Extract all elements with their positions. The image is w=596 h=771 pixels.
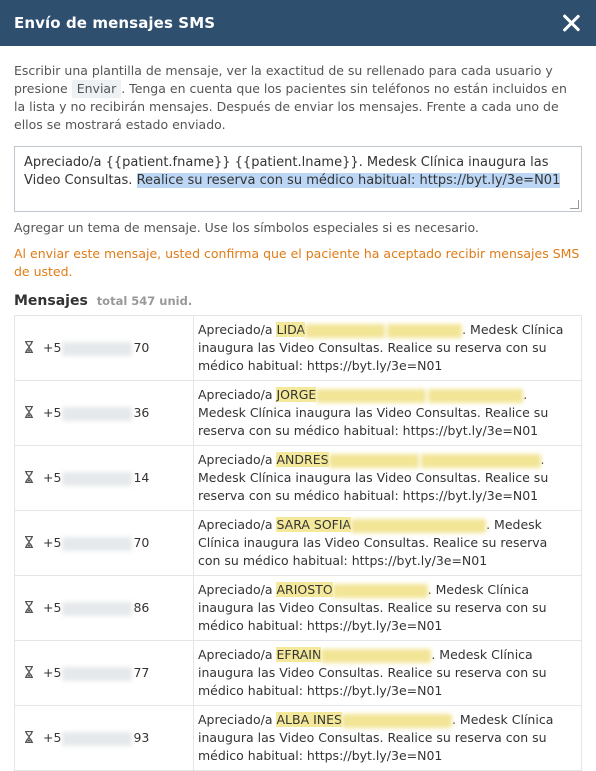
dialog-header bbox=[0, 0, 596, 46]
name-redacted bbox=[342, 714, 452, 728]
status-cell bbox=[15, 381, 44, 446]
phone-cell bbox=[43, 576, 194, 641]
table-row bbox=[15, 576, 582, 641]
message-cell bbox=[194, 381, 582, 446]
consent-warning: Al enviar este mensaje, usted confirma que el paciente ha aceptado recibir mensajes SMS de usted. bbox=[14, 246, 580, 279]
phone-redacted bbox=[62, 732, 132, 746]
messages-total: total 547 unid. bbox=[96, 294, 193, 308]
phone-redacted bbox=[62, 407, 132, 421]
phone-redacted bbox=[62, 472, 132, 486]
intro-text bbox=[14, 62, 582, 134]
phone-cell bbox=[43, 446, 194, 511]
patient-name: ARIOSTO bbox=[276, 582, 333, 597]
hourglass-icon bbox=[24, 731, 34, 743]
message-cell bbox=[194, 706, 582, 771]
messages-table bbox=[14, 315, 582, 771]
phone-redacted bbox=[62, 602, 132, 616]
phone-start: +5 bbox=[43, 535, 62, 551]
template-selected-text: Realice su reserva con su médico habitual: https://byt.ly/3e=N01 bbox=[136, 173, 561, 188]
table-row bbox=[15, 381, 582, 446]
resize-handle[interactable] bbox=[570, 200, 579, 209]
hourglass-icon bbox=[24, 341, 34, 353]
close-icon[interactable] bbox=[560, 12, 582, 34]
message-suffix: . Medesk Clínica inaugura las Video Consultas. Realice su reserva con su médico habitual: https://byt.ly/3e=N01 bbox=[198, 322, 564, 373]
phone-end: 70 bbox=[133, 340, 150, 356]
message-cell bbox=[194, 316, 582, 381]
message-prefix: Apreciado/a bbox=[198, 647, 273, 662]
patient-name: SARA SOFIA bbox=[276, 517, 352, 532]
status-cell bbox=[15, 706, 44, 771]
status-cell bbox=[15, 511, 44, 576]
status-cell bbox=[15, 576, 44, 641]
template-hint: Agregar un tema de mensaje. Use los símbolos especiales si es necesario. bbox=[14, 220, 479, 235]
phone-redacted bbox=[62, 667, 132, 681]
table-row bbox=[15, 511, 582, 576]
phone-end: 86 bbox=[133, 600, 150, 616]
phone-end: 14 bbox=[133, 470, 150, 486]
name-redacted bbox=[333, 584, 428, 598]
intro-part1: Escribir una plantilla de mensaje, ver la exactitud de su rellenado para cada usuario y presione bbox=[14, 63, 553, 96]
message-suffix: . Medesk Clínica inaugura las Video Consultas. Realice su reserva con su médico habitual: https://byt.ly/3e=N01 bbox=[198, 387, 549, 438]
message-suffix: . Medesk Clínica inaugura las Video Consultas. Realice su reserva con su médico habitual: https://byt.ly/3e=N01 bbox=[198, 517, 548, 568]
phone-end: 70 bbox=[133, 535, 150, 551]
message-cell bbox=[194, 511, 582, 576]
template-text: Apreciado/a {{patient.fname}} {{patient.lname}}. Medesk Clínica inaugura las Video Consultas. bbox=[24, 155, 549, 188]
name-redacted bbox=[428, 389, 523, 403]
phone-cell bbox=[43, 316, 194, 381]
message-prefix: Apreciado/a bbox=[198, 452, 273, 467]
messages-heading bbox=[14, 293, 582, 309]
message-cell bbox=[194, 446, 582, 511]
patient-name: EFRAIN bbox=[276, 647, 322, 662]
name-redacted bbox=[351, 519, 486, 533]
message-suffix: . Medesk Clínica inaugura las Video Consultas. Realice su reserva con su médico habitual: https://byt.ly/3e=N01 bbox=[198, 582, 547, 633]
message-suffix: . Medesk Clínica inaugura las Video Consultas. Realice su reserva con su médico habitual: https://byt.ly/3e=N01 bbox=[198, 647, 547, 698]
name-redacted bbox=[321, 649, 431, 663]
hourglass-icon bbox=[24, 536, 34, 548]
message-prefix: Apreciado/a bbox=[198, 387, 273, 402]
send-button-ref: Enviar bbox=[72, 80, 122, 98]
hourglass-icon bbox=[24, 471, 34, 483]
intro-part2: . Tenga en cuenta que los pacientes sin teléfonos no están incluidos en la lista y no recibirán mensajes. Después de enviar los mensajes. Frente a cada uno de ellos se mostrará estado enviado. bbox=[14, 81, 567, 132]
phone-redacted bbox=[62, 537, 132, 551]
table-row bbox=[15, 446, 582, 511]
phone-end: 77 bbox=[133, 665, 150, 681]
message-prefix: Apreciado/a bbox=[198, 582, 273, 597]
messages-title: Mensajes bbox=[14, 293, 88, 309]
table-row bbox=[15, 316, 582, 381]
message-suffix: . Medesk Clínica inaugura las Video Consultas. Realice su reserva con su médico habitual: https://byt.ly/3e=N01 bbox=[198, 712, 554, 763]
name-redacted bbox=[316, 389, 426, 403]
message-suffix: . Medesk Clínica inaugura las Video Consultas. Realice su reserva con su médico habitual: https://byt.ly/3e=N01 bbox=[198, 452, 549, 503]
message-cell bbox=[194, 576, 582, 641]
message-prefix: Apreciado/a bbox=[198, 322, 273, 337]
patient-name: JORGE bbox=[276, 387, 317, 402]
phone-redacted bbox=[62, 342, 132, 356]
status-cell bbox=[15, 446, 44, 511]
table-row bbox=[15, 706, 582, 771]
phone-start: +5 bbox=[43, 340, 62, 356]
phone-end: 36 bbox=[133, 405, 150, 421]
table-row bbox=[15, 641, 582, 706]
message-cell bbox=[194, 641, 582, 706]
message-prefix: Apreciado/a bbox=[198, 517, 273, 532]
hourglass-icon bbox=[24, 601, 34, 613]
status-cell bbox=[15, 641, 44, 706]
dialog-title: Envío de mensajes SMS bbox=[14, 14, 216, 32]
phone-start: +5 bbox=[43, 405, 62, 421]
name-redacted bbox=[305, 324, 385, 338]
phone-cell bbox=[43, 511, 194, 576]
name-redacted bbox=[421, 454, 541, 468]
phone-start: +5 bbox=[43, 730, 62, 746]
phone-cell bbox=[43, 641, 194, 706]
phone-cell bbox=[43, 706, 194, 771]
patient-name: ALBA INES bbox=[276, 712, 342, 727]
template-textarea[interactable] bbox=[14, 146, 582, 212]
name-redacted bbox=[329, 454, 419, 468]
patient-name: LIDA bbox=[276, 322, 306, 337]
phone-start: +5 bbox=[43, 470, 62, 486]
status-cell bbox=[15, 316, 44, 381]
hourglass-icon bbox=[24, 406, 34, 418]
name-redacted bbox=[387, 324, 462, 338]
phone-start: +5 bbox=[43, 665, 62, 681]
patient-name: ANDRES bbox=[276, 452, 329, 467]
message-prefix: Apreciado/a bbox=[198, 712, 273, 727]
phone-end: 93 bbox=[133, 730, 150, 746]
phone-cell bbox=[43, 381, 194, 446]
dialog-body bbox=[0, 46, 596, 771]
hourglass-icon bbox=[24, 666, 34, 678]
phone-start: +5 bbox=[43, 600, 62, 616]
